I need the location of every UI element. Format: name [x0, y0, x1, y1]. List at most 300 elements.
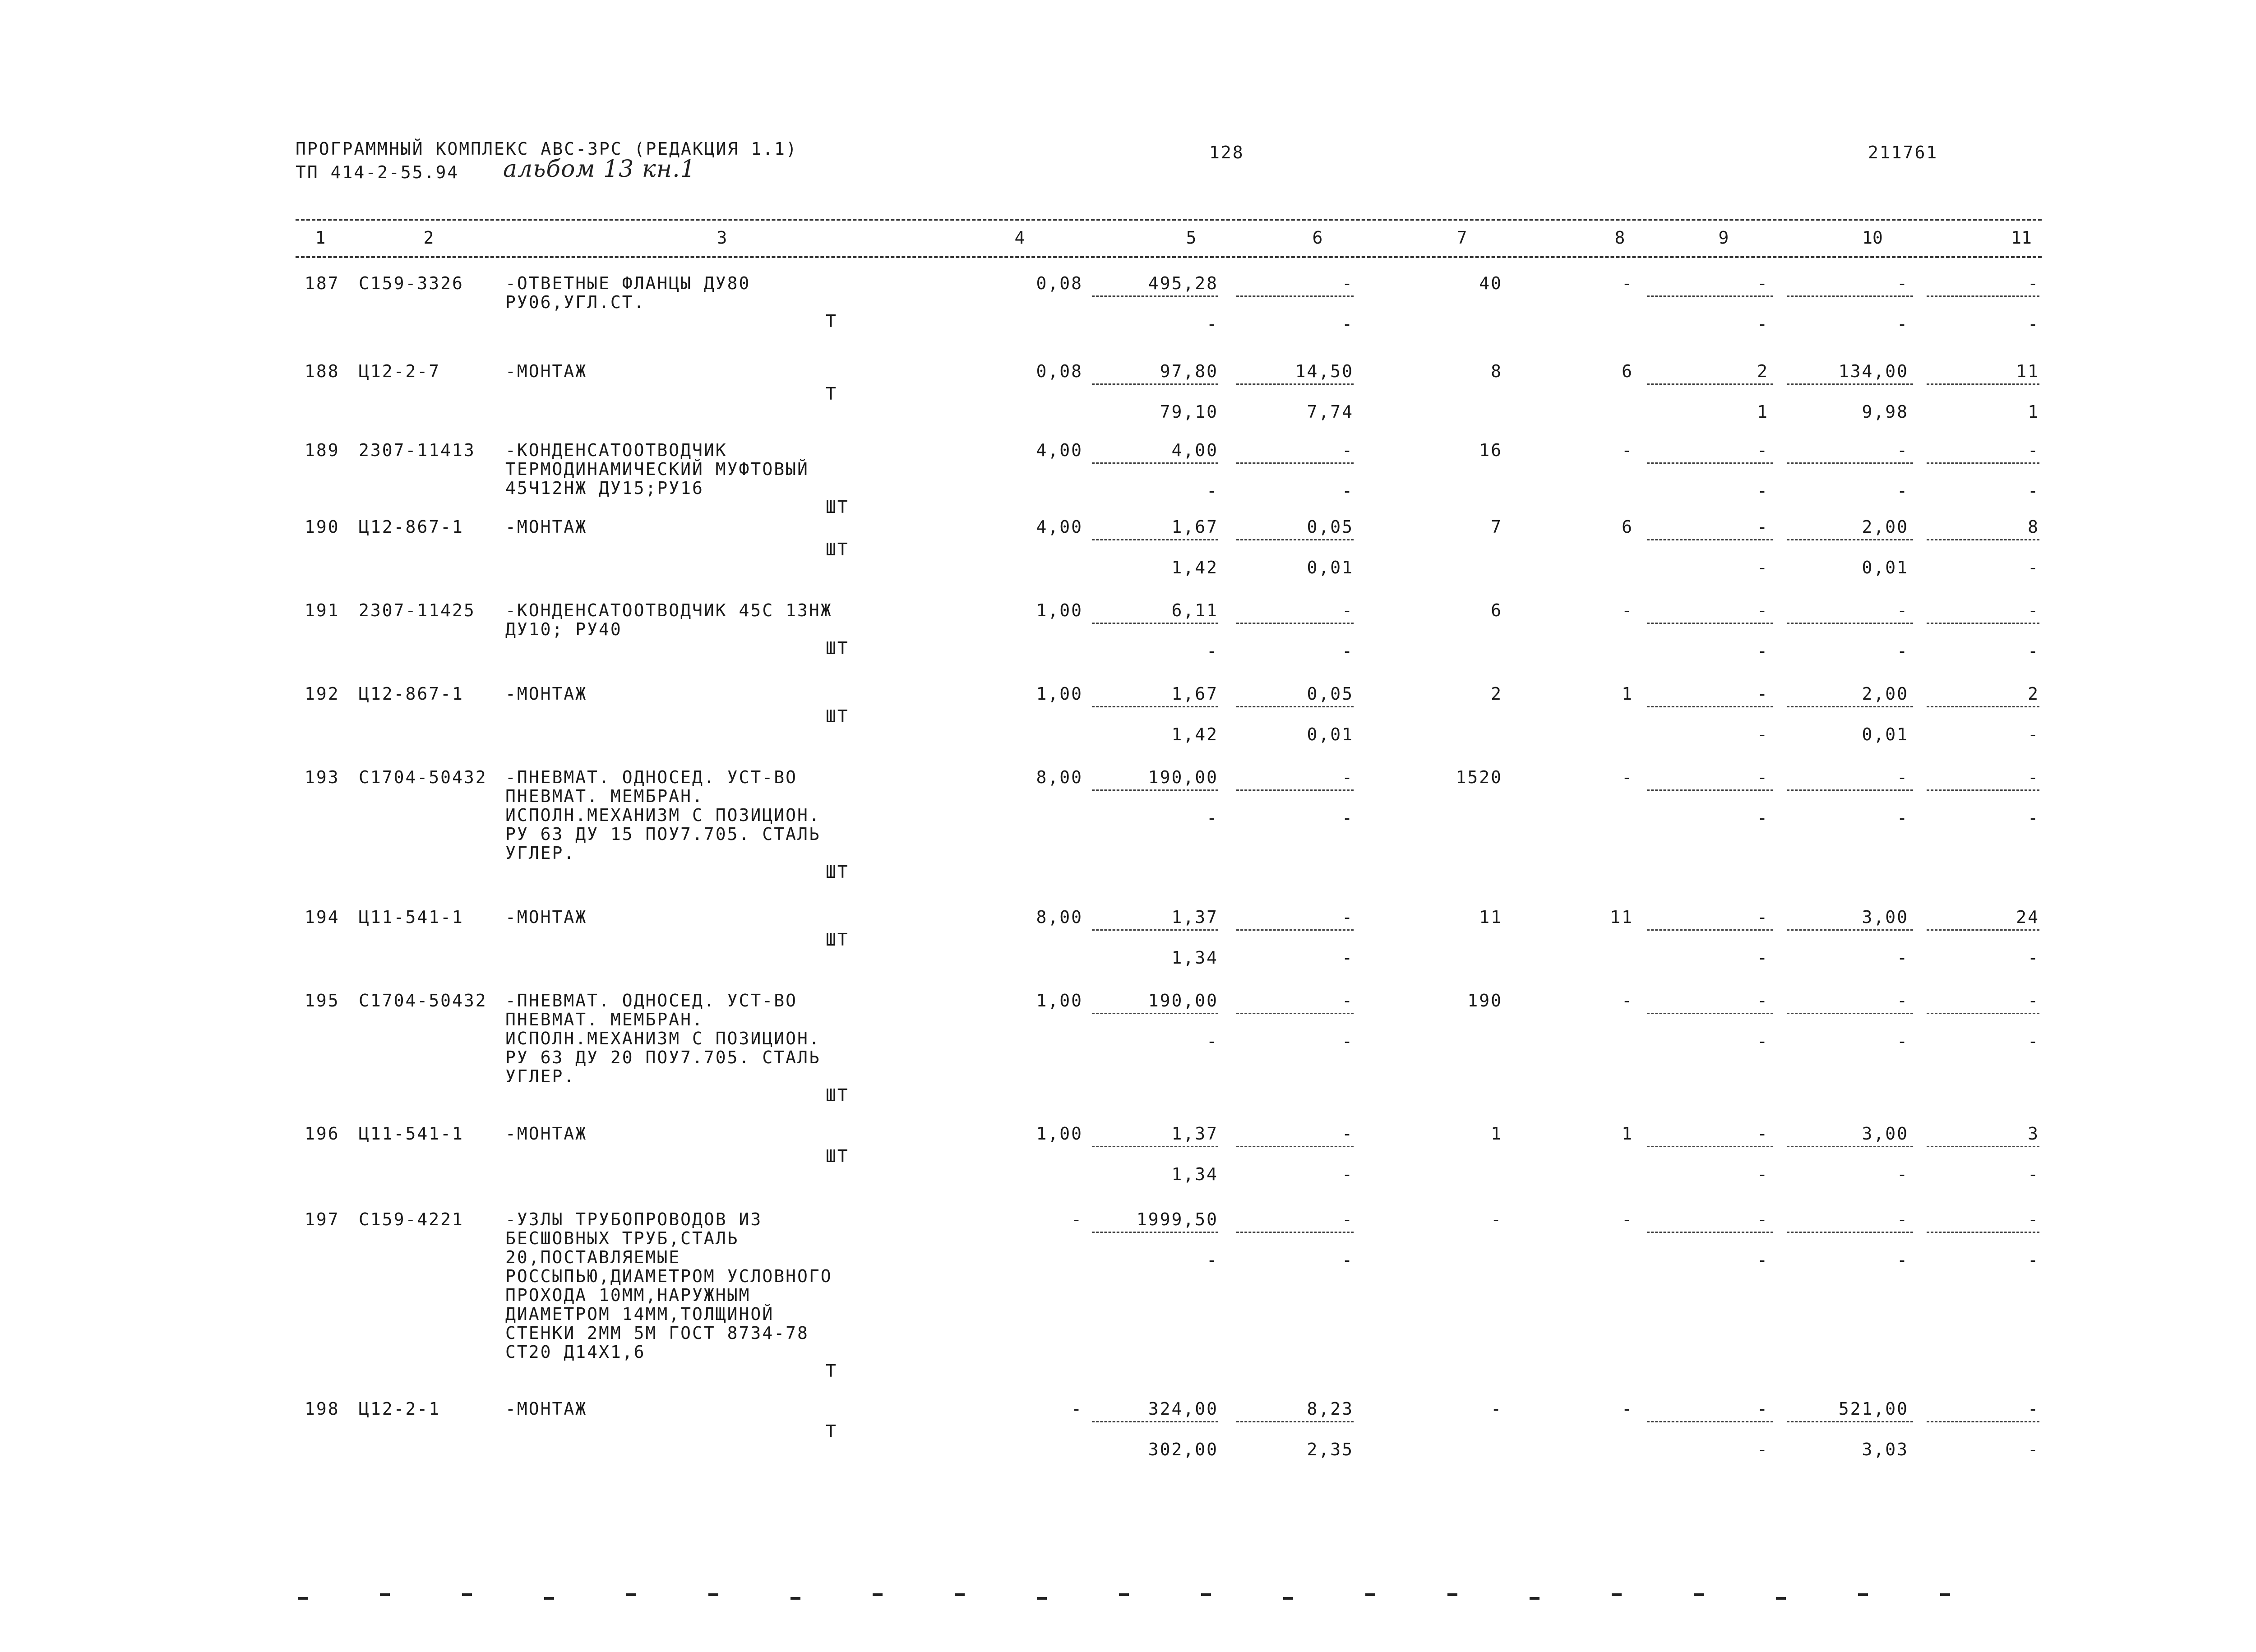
col8-value: -	[1622, 440, 1633, 460]
col5-top: 190,00	[1148, 767, 1218, 787]
col11-top: 3	[2028, 1124, 2039, 1144]
col5-rule	[1092, 623, 1218, 624]
col10-bottom: -	[1897, 1031, 1909, 1051]
col10-bottom: -	[1897, 948, 1909, 968]
col5-bottom: -	[1207, 641, 1218, 661]
col5-rule	[1092, 539, 1218, 540]
col5-rule	[1092, 295, 1218, 297]
row-description-line: БЕСШОВНЫХ ТРУБ,СТАЛЬ	[505, 1228, 739, 1248]
col8-value: -	[1622, 1209, 1633, 1229]
col10-bottom: 0,01	[1862, 724, 1909, 744]
col5-top: 1,67	[1171, 684, 1218, 704]
footer-dash	[1530, 1597, 1539, 1600]
col7-value: 16	[1479, 440, 1502, 460]
col9-rule	[1647, 1421, 1773, 1422]
col9-rule	[1647, 789, 1773, 791]
row-description-line: -ПНЕВМАТ. ОДНОСЕД. УСТ-ВО	[505, 767, 797, 787]
row-unit: Т	[826, 1421, 837, 1441]
row-quantity: 0,08	[1036, 361, 1083, 381]
col6-bottom: 0,01	[1307, 724, 1354, 744]
col9-top: -	[1757, 767, 1769, 787]
row-unit: ШТ	[826, 706, 849, 726]
col6-rule	[1236, 623, 1354, 624]
row-code: Ц11-541-1	[359, 1124, 464, 1144]
row-quantity: 8,00	[1036, 767, 1083, 787]
col10-bottom: 3,03	[1862, 1440, 1909, 1459]
col9-bottom: -	[1757, 724, 1769, 744]
col11-top: -	[2028, 600, 2039, 620]
row-description-line: -МОНТАЖ	[505, 1124, 587, 1144]
row-description-line: РОССЫПЬЮ,ДИАМЕТРОМ УСЛОВНОГО	[505, 1266, 832, 1286]
col11-bottom: -	[2028, 314, 2039, 334]
col9-top: -	[1757, 907, 1769, 927]
row-unit: Т	[826, 384, 837, 404]
footer-dash	[1447, 1593, 1457, 1596]
col11-rule	[1927, 929, 2039, 931]
col9-rule	[1647, 929, 1773, 931]
col6-bottom: -	[1342, 1031, 1354, 1051]
row-unit: ШТ	[826, 1146, 849, 1166]
col9-top: -	[1757, 1209, 1769, 1229]
col5-bottom: 302,00	[1148, 1440, 1218, 1459]
col9-bottom: -	[1757, 314, 1769, 334]
col5-top: 4,00	[1171, 440, 1218, 460]
row-unit: ШТ	[826, 638, 849, 658]
col11-top: 24	[2016, 907, 2039, 927]
col11-rule	[1927, 383, 2039, 385]
row-code: Ц12-867-1	[359, 684, 464, 704]
footer-dash	[1940, 1593, 1950, 1596]
col6-top: 0,05	[1307, 684, 1354, 704]
col11-rule	[1927, 789, 2039, 791]
col11-rule	[1927, 1421, 2039, 1422]
row-number: 189	[305, 440, 340, 460]
col10-bottom: -	[1897, 1164, 1909, 1184]
row-quantity: 0,08	[1036, 273, 1083, 293]
row-description-line: ТЕРМОДИНАМИЧЕСКИЙ МУФТОВЫЙ	[505, 459, 809, 479]
footer-dash	[708, 1593, 718, 1596]
col5-rule	[1092, 929, 1218, 931]
col9-top: -	[1757, 1399, 1769, 1419]
row-unit: ШТ	[826, 930, 849, 950]
col5-bottom: 1,42	[1171, 558, 1218, 577]
col6-bottom: -	[1342, 481, 1354, 501]
footer-dash	[1365, 1593, 1375, 1596]
row-number: 190	[305, 517, 340, 537]
col10-bottom: -	[1897, 641, 1909, 661]
col6-top: -	[1342, 600, 1354, 620]
col5-rule	[1092, 462, 1218, 464]
col6-rule	[1236, 539, 1354, 540]
col7-value: 6	[1491, 600, 1502, 620]
col8-value: 1	[1622, 1124, 1633, 1144]
col5-bottom: -	[1207, 808, 1218, 828]
footer-dash	[791, 1597, 800, 1600]
col7-value: 11	[1479, 907, 1502, 927]
col5-rule	[1092, 1232, 1218, 1233]
row-quantity: 8,00	[1036, 907, 1083, 927]
row-description-line: -КОНДЕНСАТООТВОДЧИК 45С 13НЖ	[505, 600, 832, 620]
col5-top: 1999,50	[1136, 1209, 1218, 1229]
col11-rule	[1927, 706, 2039, 707]
col9-bottom: -	[1757, 948, 1769, 968]
col10-rule	[1787, 539, 1913, 540]
row-description-line: ДУ10; РУ40	[505, 619, 622, 639]
col7-value: 7	[1491, 517, 1502, 537]
row-description-line: РУ 63 ДУ 20 ПОУ7.705. СТАЛЬ	[505, 1047, 821, 1067]
row-description-line: РУ06,УГЛ.СТ.	[505, 292, 646, 312]
footer-dash	[544, 1597, 554, 1600]
col8-value: 6	[1622, 361, 1633, 381]
col11-rule	[1927, 623, 2039, 624]
col10-top: -	[1897, 1209, 1909, 1229]
col10-rule	[1787, 706, 1913, 707]
col7-value: 8	[1491, 361, 1502, 381]
column-header-4: 4	[1014, 228, 1025, 248]
col9-rule	[1647, 1146, 1773, 1147]
col10-top: -	[1897, 991, 1909, 1011]
col8-value: -	[1622, 991, 1633, 1011]
col9-top: -	[1757, 440, 1769, 460]
row-description-line: УГЛЕР.	[505, 1066, 576, 1086]
row-quantity: 1,00	[1036, 1124, 1083, 1144]
col9-top: -	[1757, 991, 1769, 1011]
row-number: 194	[305, 907, 340, 927]
row-description-line: -МОНТАЖ	[505, 684, 587, 704]
row-description-line: ДИАМЕТРОМ 14ММ,ТОЛЩИНОЙ	[505, 1304, 774, 1324]
col9-bottom: -	[1757, 1250, 1769, 1270]
col9-top: 2	[1757, 361, 1769, 381]
document-title: ПРОГРАММНЫЙ КОМПЛЕКС АВС-3РС (РЕДАКЦИЯ 1.1)	[296, 139, 798, 159]
header-top-rule	[296, 219, 2042, 221]
col5-top: 97,80	[1160, 361, 1218, 381]
column-header-1: 1	[315, 228, 326, 248]
col10-rule	[1787, 383, 1913, 385]
col6-bottom: -	[1342, 1250, 1354, 1270]
footer-dash	[1283, 1597, 1293, 1600]
col5-top: 190,00	[1148, 991, 1218, 1011]
col5-rule	[1092, 383, 1218, 385]
col5-bottom: -	[1207, 481, 1218, 501]
col9-bottom: -	[1757, 641, 1769, 661]
col11-bottom: -	[2028, 724, 2039, 744]
footer-dash	[1776, 1597, 1786, 1600]
col11-top: -	[2028, 991, 2039, 1011]
col11-rule	[1927, 1146, 2039, 1147]
col10-rule	[1787, 929, 1913, 931]
row-quantity: 4,00	[1036, 517, 1083, 537]
col7-value: 2	[1491, 684, 1502, 704]
row-number: 192	[305, 684, 340, 704]
col11-rule	[1927, 1013, 2039, 1014]
footer-dash	[298, 1597, 308, 1600]
col5-bottom: 79,10	[1160, 402, 1218, 422]
col9-rule	[1647, 706, 1773, 707]
footer-dash	[1694, 1593, 1704, 1596]
page-number: 128	[1209, 143, 1244, 162]
col10-bottom: 0,01	[1862, 558, 1909, 577]
col8-value: -	[1622, 600, 1633, 620]
row-quantity: 4,00	[1036, 440, 1083, 460]
col6-rule	[1236, 706, 1354, 707]
col6-top: -	[1342, 273, 1354, 293]
col5-top: 1,37	[1171, 1124, 1218, 1144]
row-unit: ШТ	[826, 862, 849, 882]
col7-value: 190	[1467, 991, 1502, 1011]
col10-rule	[1787, 1013, 1913, 1014]
col9-rule	[1647, 1232, 1773, 1233]
col6-top: -	[1342, 767, 1354, 787]
row-description-line: -УЗЛЫ ТРУБОПРОВОДОВ ИЗ	[505, 1209, 763, 1229]
row-quantity: 1,00	[1036, 991, 1083, 1011]
col11-top: 8	[2028, 517, 2039, 537]
row-unit: Т	[826, 1361, 837, 1381]
footer-dash	[1119, 1593, 1129, 1596]
col7-value: -	[1491, 1399, 1502, 1419]
col11-bottom: -	[2028, 641, 2039, 661]
row-number: 187	[305, 273, 340, 293]
row-description-line: СТЕНКИ 2ММ 5М ГОСТ 8734-78	[505, 1323, 809, 1343]
column-header-11: 11	[2011, 228, 2032, 248]
col10-top: 3,00	[1862, 1124, 1909, 1144]
footer-dash	[873, 1593, 883, 1596]
col10-rule	[1787, 295, 1913, 297]
col9-bottom: -	[1757, 1440, 1769, 1459]
footer-dash	[380, 1593, 390, 1596]
row-description-line: РУ 63 ДУ 15 ПОУ7.705. СТАЛЬ	[505, 824, 821, 844]
col10-rule	[1787, 1232, 1913, 1233]
row-code: С1704-50432	[359, 991, 487, 1011]
col9-bottom: -	[1757, 808, 1769, 828]
row-description-line: -ПНЕВМАТ. ОДНОСЕД. УСТ-ВО	[505, 991, 797, 1011]
row-unit: Т	[826, 311, 837, 331]
col9-bottom: 1	[1757, 402, 1769, 422]
header-bottom-rule	[296, 256, 2042, 258]
col5-rule	[1092, 1013, 1218, 1014]
document-number: 211761	[1868, 143, 1938, 162]
col5-rule	[1092, 789, 1218, 791]
col10-bottom: 9,98	[1862, 402, 1909, 422]
col9-top: -	[1757, 517, 1769, 537]
col11-rule	[1927, 1232, 2039, 1233]
col10-top: 521,00	[1838, 1399, 1909, 1419]
row-code: Ц11-541-1	[359, 907, 464, 927]
row-unit: ШТ	[826, 1085, 849, 1105]
col10-top: 2,00	[1862, 684, 1909, 704]
row-code: С159-3326	[359, 273, 464, 293]
col10-bottom: -	[1897, 808, 1909, 828]
row-code: 2307-11425	[359, 600, 476, 620]
row-number: 196	[305, 1124, 340, 1144]
row-number: 197	[305, 1209, 340, 1229]
col6-top: -	[1342, 440, 1354, 460]
col9-rule	[1647, 539, 1773, 540]
row-quantity: 1,00	[1036, 684, 1083, 704]
row-description-line: УГЛЕР.	[505, 843, 576, 863]
col10-top: -	[1897, 273, 1909, 293]
row-number: 188	[305, 361, 340, 381]
col6-top: 8,23	[1307, 1399, 1354, 1419]
col6-bottom: -	[1342, 948, 1354, 968]
col5-top: 6,11	[1171, 600, 1218, 620]
row-unit: ШТ	[826, 497, 849, 517]
row-quantity: -	[1071, 1399, 1083, 1419]
column-header-10: 10	[1862, 228, 1883, 248]
col10-rule	[1787, 623, 1913, 624]
row-description-line: СТ20 Д14Х1,6	[505, 1342, 646, 1362]
row-code: С159-4221	[359, 1209, 464, 1229]
col9-top: -	[1757, 600, 1769, 620]
col8-value: 11	[1610, 907, 1633, 927]
col11-top: 2	[2028, 684, 2039, 704]
col10-rule	[1787, 1421, 1913, 1422]
row-description-line: -ОТВЕТНЫЕ ФЛАНЦЫ ДУ80	[505, 273, 751, 293]
footer-dash	[1858, 1593, 1868, 1596]
row-number: 193	[305, 767, 340, 787]
col5-bottom: -	[1207, 314, 1218, 334]
col6-bottom: -	[1342, 314, 1354, 334]
col11-bottom: -	[2028, 1440, 2039, 1459]
row-description-line: -МОНТАЖ	[505, 907, 587, 927]
col10-top: 3,00	[1862, 907, 1909, 927]
col11-bottom: -	[2028, 1250, 2039, 1270]
column-header-8: 8	[1614, 228, 1625, 248]
col6-rule	[1236, 1146, 1354, 1147]
row-unit: ШТ	[826, 540, 849, 559]
row-quantity: -	[1071, 1209, 1083, 1229]
col7-value: -	[1491, 1209, 1502, 1229]
row-description-line: ИСПОЛН.МЕХАНИЗМ С ПОЗИЦИОН.	[505, 1029, 821, 1048]
col11-top: -	[2028, 767, 2039, 787]
footer-dash	[955, 1593, 965, 1596]
col10-top: 2,00	[1862, 517, 1909, 537]
col11-rule	[1927, 295, 2039, 297]
col11-bottom: -	[2028, 1164, 2039, 1184]
row-description-line: ПНЕВМАТ. МЕМБРАН.	[505, 1010, 704, 1029]
col5-rule	[1092, 1146, 1218, 1147]
column-header-9: 9	[1718, 228, 1729, 248]
col9-rule	[1647, 1013, 1773, 1014]
footer-dash	[626, 1593, 636, 1596]
column-header-2: 2	[423, 228, 434, 248]
col11-top: 11	[2016, 361, 2039, 381]
row-description-line: -МОНТАЖ	[505, 517, 587, 537]
col6-rule	[1236, 383, 1354, 385]
row-code: Ц12-2-1	[359, 1399, 441, 1419]
footer-dash	[1037, 1597, 1047, 1600]
col7-value: 40	[1479, 273, 1502, 293]
col7-value: 1	[1491, 1124, 1502, 1144]
col5-bottom: -	[1207, 1031, 1218, 1051]
column-header-5: 5	[1186, 228, 1197, 248]
col8-value: 6	[1622, 517, 1633, 537]
col11-bottom: -	[2028, 481, 2039, 501]
row-description-line: -КОНДЕНСАТООТВОДЧИК	[505, 440, 727, 460]
row-description-line: ПНЕВМАТ. МЕМБРАН.	[505, 786, 704, 806]
col6-bottom: -	[1342, 1164, 1354, 1184]
col6-rule	[1236, 295, 1354, 297]
col6-rule	[1236, 789, 1354, 791]
col11-top: -	[2028, 440, 2039, 460]
col5-rule	[1092, 1421, 1218, 1422]
col10-rule	[1787, 462, 1913, 464]
row-code: Ц12-2-7	[359, 361, 441, 381]
document-subtitle: ТП 414-2-55.94	[296, 162, 459, 182]
col6-top: 14,50	[1295, 361, 1354, 381]
col9-top: -	[1757, 273, 1769, 293]
col5-bottom: 1,34	[1171, 1164, 1218, 1184]
col5-top: 495,28	[1148, 273, 1218, 293]
row-description-line: 45Ч12НЖ ДУ15;РУ16	[505, 478, 704, 498]
col10-bottom: -	[1897, 1250, 1909, 1270]
col9-top: -	[1757, 684, 1769, 704]
col11-rule	[1927, 539, 2039, 540]
col6-bottom: -	[1342, 641, 1354, 661]
col11-top: -	[2028, 1209, 2039, 1229]
col8-value: -	[1622, 273, 1633, 293]
col9-rule	[1647, 383, 1773, 385]
row-description-line: ПРОХОДА 10ММ,НАРУЖНЫМ	[505, 1285, 751, 1305]
col6-top: -	[1342, 991, 1354, 1011]
col11-bottom: -	[2028, 558, 2039, 577]
col10-bottom: -	[1897, 481, 1909, 501]
col5-bottom: -	[1207, 1250, 1218, 1270]
col5-top: 1,37	[1171, 907, 1218, 927]
col6-top: -	[1342, 1209, 1354, 1229]
col9-rule	[1647, 623, 1773, 624]
col11-bottom: -	[2028, 948, 2039, 968]
col11-rule	[1927, 462, 2039, 464]
col5-bottom: 1,34	[1171, 948, 1218, 968]
col9-bottom: -	[1757, 481, 1769, 501]
col10-rule	[1787, 1146, 1913, 1147]
col9-rule	[1647, 295, 1773, 297]
row-number: 191	[305, 600, 340, 620]
col5-rule	[1092, 706, 1218, 707]
col10-top: -	[1897, 767, 1909, 787]
row-code: 2307-11413	[359, 440, 476, 460]
col11-top: -	[2028, 273, 2039, 293]
col9-bottom: -	[1757, 558, 1769, 577]
col9-bottom: -	[1757, 1031, 1769, 1051]
col6-top: -	[1342, 1124, 1354, 1144]
col5-top: 324,00	[1148, 1399, 1218, 1419]
col10-top: -	[1897, 440, 1909, 460]
col8-value: -	[1622, 1399, 1633, 1419]
col9-rule	[1647, 462, 1773, 464]
col10-top: 134,00	[1838, 361, 1909, 381]
col6-bottom: -	[1342, 808, 1354, 828]
col9-top: -	[1757, 1124, 1769, 1144]
footer-dash	[462, 1593, 472, 1596]
col11-bottom: -	[2028, 1031, 2039, 1051]
col6-bottom: 7,74	[1307, 402, 1354, 422]
col10-top: -	[1897, 600, 1909, 620]
col11-top: -	[2028, 1399, 2039, 1419]
row-number: 195	[305, 991, 340, 1011]
col6-rule	[1236, 1421, 1354, 1422]
col7-value: 1520	[1456, 767, 1502, 787]
column-header-6: 6	[1312, 228, 1323, 248]
col6-top: 0,05	[1307, 517, 1354, 537]
row-number: 198	[305, 1399, 340, 1419]
col6-top: -	[1342, 907, 1354, 927]
row-code: Ц12-867-1	[359, 517, 464, 537]
col6-bottom: 2,35	[1307, 1440, 1354, 1459]
column-header-3: 3	[717, 228, 727, 248]
row-description-line: -МОНТАЖ	[505, 361, 587, 381]
handwritten-note: альбом 13 кн.1	[503, 156, 696, 183]
